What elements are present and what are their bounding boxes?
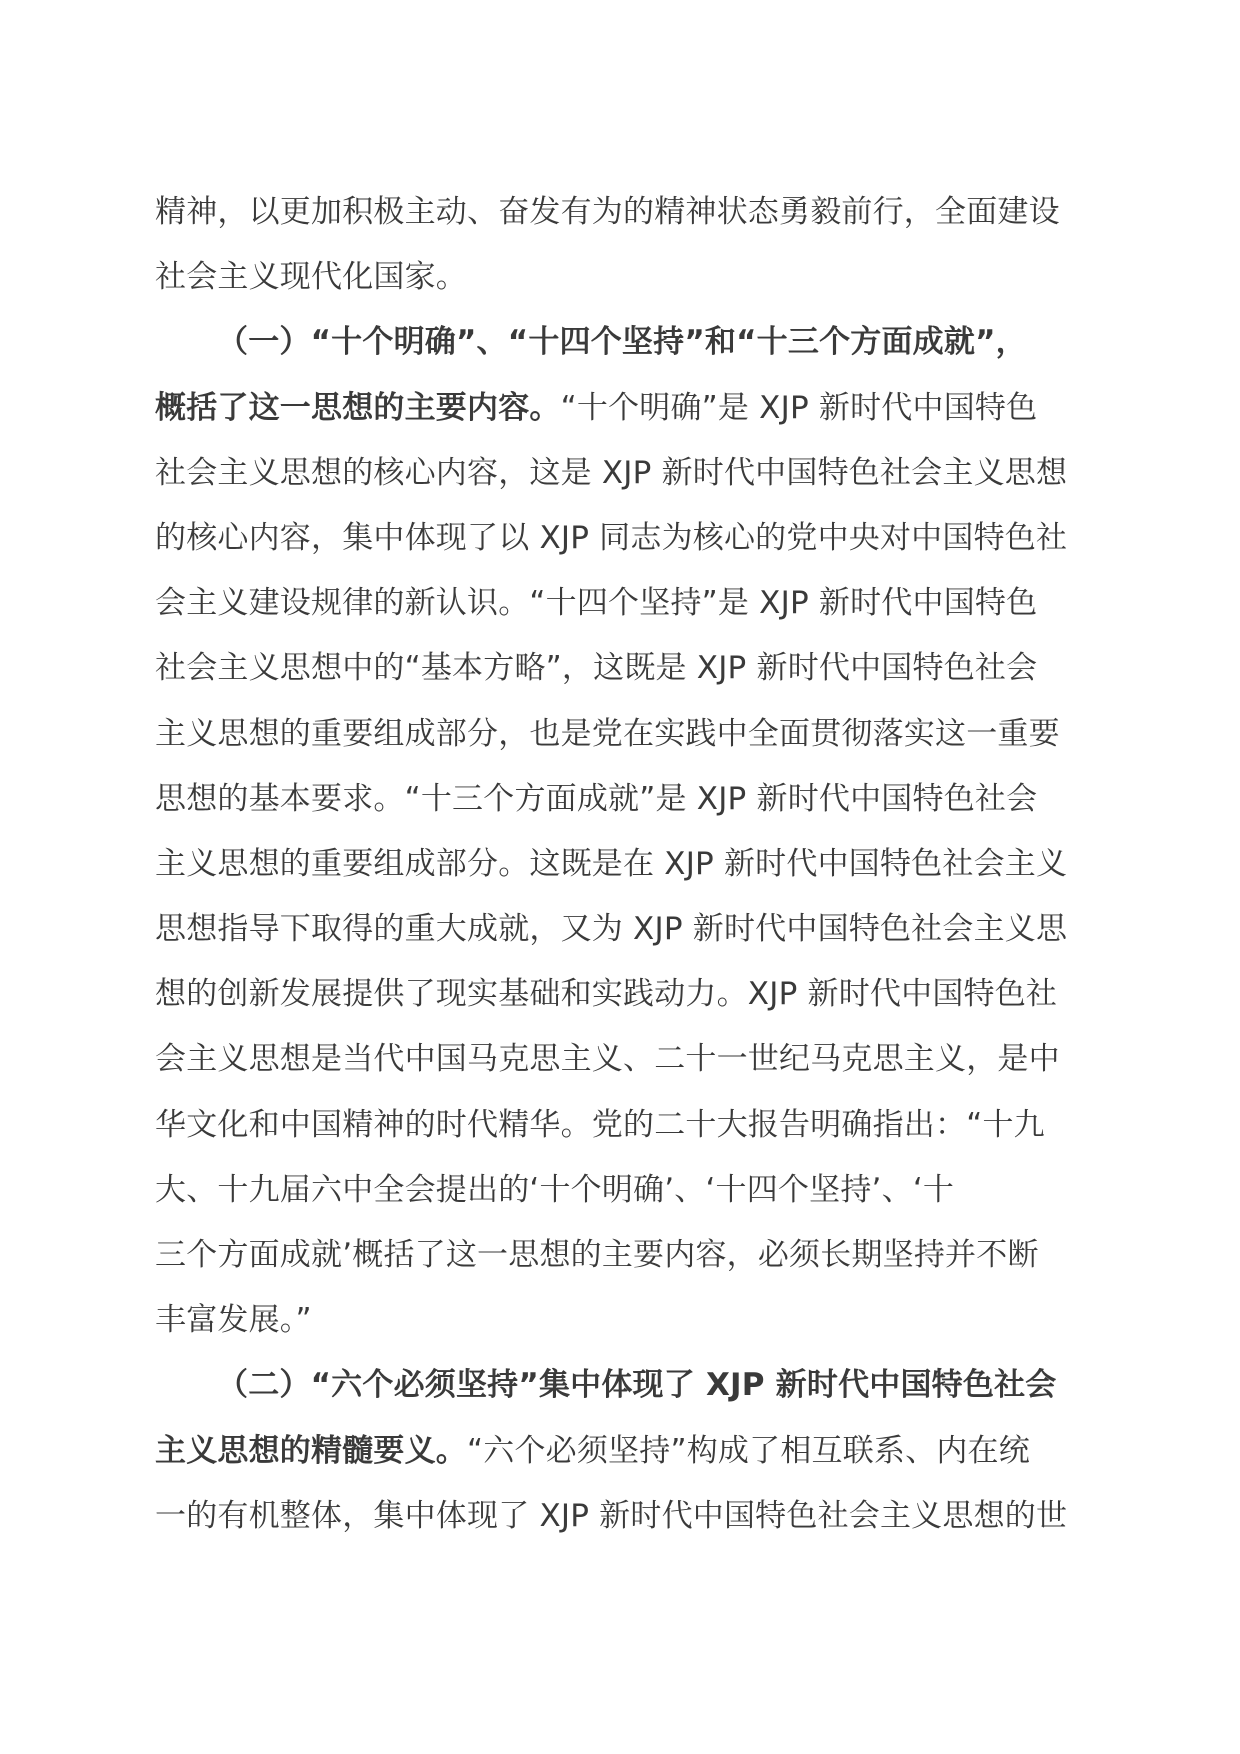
- text-line: 华文化和中国精神的时代精华。党的二十大报告明确指出：“十九: [155, 1106, 1045, 1143]
- text-line: 思想的基本要求。“十三个方面成就”是 XJP 新时代中国特色社会: [155, 780, 1038, 817]
- text-span: “六个必须坚持”构成了相互联系、内在统: [467, 1432, 1030, 1469]
- document-body: [155, 180, 1085, 1549]
- text-line: 社会主义现代化国家。: [155, 259, 467, 296]
- text-line: 大、十九届六中全会提出的‘十个明确’、‘十四个坚持’、‘十: [155, 1171, 955, 1208]
- text-line: 会主义建设规律的新认识。“十四个坚持”是 XJP 新时代中国特色: [155, 585, 1038, 622]
- text-line: 会主义思想是当代中国马克思主义、二十一世纪马克思主义，是中: [155, 1041, 1060, 1078]
- section-heading-2: （二）“六个必须坚持”集中体现了 XJP 新时代中国特色社会: [217, 1367, 1057, 1404]
- text-line: 想的创新发展提供了现实基础和实践动力。XJP 新时代中国特色社: [155, 976, 1058, 1013]
- text-line: 的核心内容，集中体现了以 XJP 同志为核心的党中央对中国特色社: [155, 519, 1068, 556]
- text-line: 社会主义思想的核心内容，这是 XJP 新时代中国特色社会主义思想: [155, 454, 1068, 491]
- text-line: 精神，以更加积极主动、奋发有为的精神状态勇毅前行，全面建设: [155, 194, 1060, 230]
- section-heading-1: （一）“十个明确”、“十四个坚持”和“十三个方面成就”，: [217, 324, 1027, 361]
- text-line: 一的有机整体，集中体现了 XJP 新时代中国特色社会主义思想的世: [155, 1497, 1068, 1534]
- text-line: 社会主义思想中的“基本方略”，这既是 XJP 新时代中国特色社会: [155, 650, 1038, 687]
- section-heading-2-continued: 主义思想的精髓要义。: [155, 1432, 467, 1469]
- section-heading-1-continued: 概括了这一思想的主要内容。: [155, 389, 561, 426]
- text-line: 思想指导下取得的重大成就，又为 XJP 新时代中国特色社会主义思: [155, 911, 1068, 948]
- text-span: “十个明确”是 XJP 新时代中国特色: [560, 389, 1038, 426]
- text-line: 主义思想的重要组成部分，也是党在实践中全面贯彻落实这一重要: [155, 715, 1060, 752]
- text-line: [155, 1419, 1085, 1484]
- text-line: 丰富发展。”: [155, 1302, 312, 1339]
- text-line: 三个方面成就’概括了这一思想的主要内容，必须长期坚持并不断: [155, 1237, 1039, 1273]
- text-line: [155, 376, 1085, 441]
- text-line: 主义思想的重要组成部分。这既是在 XJP 新时代中国特色社会主义: [155, 845, 1068, 882]
